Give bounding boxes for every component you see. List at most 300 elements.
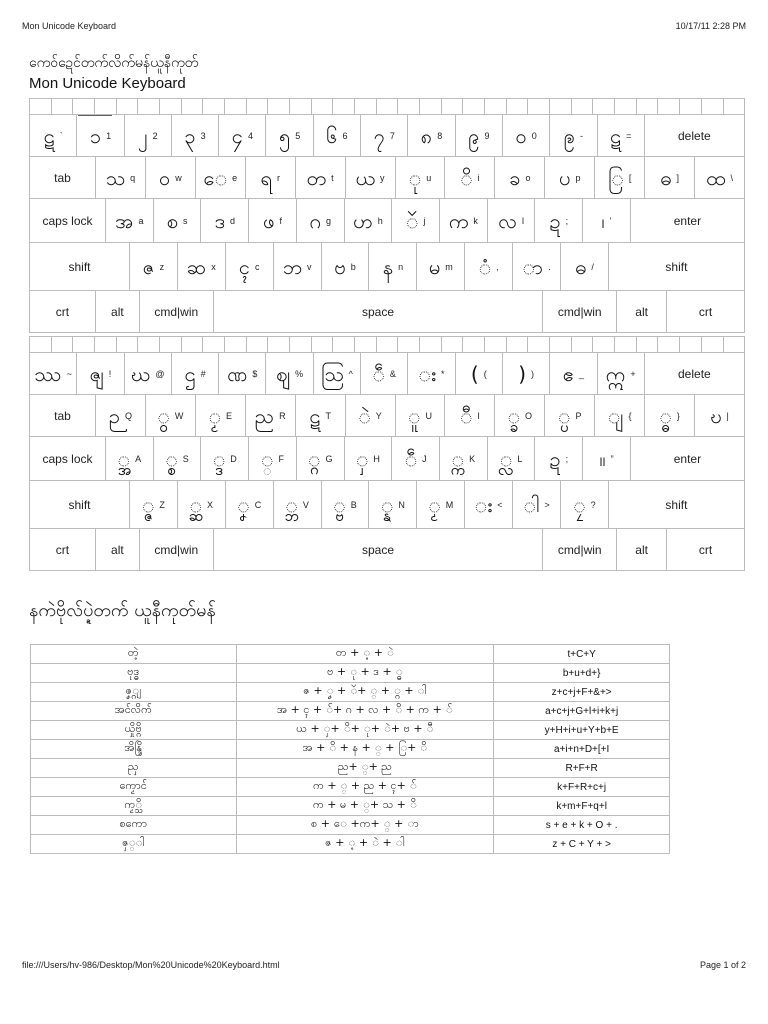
shift-key-key[interactable] bbox=[695, 395, 745, 437]
normal-key-tab[interactable] bbox=[30, 157, 96, 199]
key-glyph: ( bbox=[470, 361, 479, 386]
shift-key-l[interactable] bbox=[488, 437, 536, 481]
page-title: Mon Unicode Keyboard bbox=[29, 75, 186, 92]
shift-key-i[interactable] bbox=[445, 395, 495, 437]
ruler-cell bbox=[95, 337, 117, 353]
keystroke-cell: y+H+i+u+Y+b+E bbox=[494, 721, 670, 740]
shift-key-key[interactable] bbox=[645, 395, 695, 437]
key-latin-label: U bbox=[425, 410, 432, 421]
key-latin-label: R bbox=[279, 410, 286, 421]
keystroke-cell: z+c+j+F+&+> bbox=[494, 683, 670, 702]
mon-title: ကေဝ်ဍေင်တက်လိက်မန်ယူနီကုတ် bbox=[29, 55, 199, 71]
shift-key-key[interactable] bbox=[465, 481, 513, 529]
shift-key-key[interactable] bbox=[314, 353, 361, 395]
keyboard-row bbox=[30, 291, 745, 333]
key-label: crt bbox=[698, 304, 713, 319]
shift-key-c[interactable] bbox=[226, 481, 274, 529]
normal-key-s[interactable] bbox=[154, 199, 202, 243]
table-row bbox=[31, 645, 670, 664]
normal-key-space[interactable] bbox=[214, 291, 544, 333]
normal-key-x[interactable] bbox=[178, 243, 226, 291]
key-latin-label: 8 bbox=[437, 130, 443, 141]
key-glyph: ္ဓ bbox=[659, 403, 672, 428]
key-latin-label: z bbox=[159, 261, 165, 272]
key-glyph: ၂ bbox=[137, 123, 148, 148]
shift-key-p[interactable] bbox=[545, 395, 595, 437]
ruler-cell bbox=[420, 337, 442, 353]
shift-key-key[interactable] bbox=[503, 353, 550, 395]
key-latin-label: , bbox=[496, 261, 499, 272]
normal-key-shift[interactable] bbox=[609, 243, 745, 291]
normal-key-1[interactable] bbox=[77, 115, 124, 157]
normal-key-2[interactable] bbox=[125, 115, 172, 157]
highlight-mark bbox=[78, 115, 112, 116]
shift-key-key[interactable] bbox=[266, 353, 313, 395]
shift-key-key[interactable] bbox=[125, 353, 172, 395]
normal-key-3[interactable] bbox=[172, 115, 219, 157]
keyboard-row bbox=[30, 157, 745, 199]
normal-key-a[interactable] bbox=[106, 199, 154, 243]
key-latin-label: E bbox=[226, 410, 233, 421]
key-latin-label: M bbox=[445, 499, 454, 510]
normal-key-j[interactable] bbox=[392, 199, 440, 243]
shift-key-j[interactable] bbox=[392, 437, 440, 481]
ruler-cell bbox=[377, 99, 399, 115]
key-label: delete bbox=[678, 128, 711, 143]
shift-key-b[interactable] bbox=[322, 481, 370, 529]
ruler-cell bbox=[615, 337, 637, 353]
key-glyph: ၀ bbox=[515, 123, 527, 148]
normal-key-key[interactable] bbox=[645, 157, 695, 199]
normal-key-n[interactable] bbox=[369, 243, 417, 291]
ruler-cell bbox=[572, 99, 594, 115]
normal-key-5[interactable] bbox=[266, 115, 313, 157]
table-row bbox=[31, 664, 670, 683]
table-row bbox=[31, 816, 670, 835]
normal-key-w[interactable] bbox=[146, 157, 196, 199]
key-latin-label: L bbox=[517, 453, 523, 464]
key-latin-label: k bbox=[473, 215, 478, 226]
key-latin-label: Q bbox=[125, 410, 133, 421]
key-latin-label: _ bbox=[579, 368, 585, 379]
key-glyph: ူ bbox=[408, 403, 421, 428]
keystroke-cell: s + e + k + O + . bbox=[494, 816, 670, 835]
key-glyph: ဝ bbox=[159, 165, 171, 190]
key-latin-label: V bbox=[302, 499, 309, 510]
shift-key-e[interactable] bbox=[196, 395, 246, 437]
key-latin-label: 9 bbox=[484, 130, 490, 141]
ruler-cell bbox=[702, 337, 724, 353]
word-cell: ဇၞ္ဂျ bbox=[31, 683, 237, 702]
normal-key-caps-lock[interactable] bbox=[30, 199, 106, 243]
ruler-cell bbox=[507, 99, 529, 115]
shift-key-key[interactable] bbox=[219, 353, 266, 395]
key-latin-label: g bbox=[325, 215, 331, 226]
key-latin-label: t bbox=[331, 172, 334, 183]
key-latin-label: D bbox=[230, 453, 237, 464]
key-latin-label: I bbox=[477, 410, 480, 421]
key-glyph: ံ bbox=[478, 254, 492, 279]
key-glyph: ဘ bbox=[282, 254, 302, 279]
normal-key-g[interactable] bbox=[297, 199, 345, 243]
shift-key-key[interactable] bbox=[535, 437, 583, 481]
normal-key-4[interactable] bbox=[219, 115, 266, 157]
normal-key-t[interactable] bbox=[296, 157, 346, 199]
shift-key-caps-lock[interactable] bbox=[30, 437, 106, 481]
key-glyph: ) bbox=[518, 361, 527, 386]
key-latin-label: ; bbox=[565, 453, 569, 464]
key-glyph: ပ bbox=[559, 165, 571, 190]
key-label: caps lock bbox=[42, 213, 93, 228]
ruler-cell bbox=[312, 337, 334, 353]
key-glyph: ္န bbox=[380, 492, 394, 517]
normal-key-f[interactable] bbox=[249, 199, 297, 243]
print-header-date: 10/17/11 2:28 PM bbox=[675, 21, 746, 31]
shift-key-t[interactable] bbox=[296, 395, 346, 437]
shift-key-delete[interactable] bbox=[645, 353, 745, 395]
shift-key-a[interactable] bbox=[106, 437, 154, 481]
key-latin-label: + bbox=[630, 368, 636, 379]
print-footer-url: file:///Users/hv-986/Desktop/Mon%20Unicode%20Keyboard.html bbox=[22, 960, 280, 970]
key-glyph: စ bbox=[166, 208, 178, 233]
key-glyph: ဍ bbox=[549, 446, 561, 471]
normal-key-c[interactable] bbox=[226, 243, 274, 291]
shift-key-g[interactable] bbox=[297, 437, 345, 481]
key-label: alt bbox=[111, 542, 124, 557]
keyboard-ruler-strip bbox=[30, 99, 745, 115]
key-latin-label: % bbox=[295, 368, 304, 379]
shift-key-h[interactable] bbox=[345, 437, 393, 481]
word-cell: ဇှ္ါ bbox=[31, 835, 237, 854]
key-glyph: ဒ bbox=[214, 208, 225, 233]
shift-key-tab[interactable] bbox=[30, 395, 96, 437]
normal-key-key[interactable] bbox=[513, 243, 561, 291]
key-glyph: ဖ bbox=[263, 208, 275, 233]
key-latin-label: s bbox=[182, 215, 188, 226]
shift-key-key[interactable] bbox=[513, 481, 561, 529]
key-glyph: ဣ bbox=[605, 361, 626, 386]
shift-key-alt[interactable] bbox=[96, 529, 140, 571]
ruler-cell bbox=[637, 99, 659, 115]
shift-key-r[interactable] bbox=[246, 395, 296, 437]
ruler-cell bbox=[268, 99, 290, 115]
normal-key-l[interactable] bbox=[488, 199, 536, 243]
word-cell: စကော bbox=[31, 816, 237, 835]
key-latin-label: 0 bbox=[531, 130, 537, 141]
normal-key-enter[interactable] bbox=[631, 199, 745, 243]
ruler-cell bbox=[442, 99, 464, 115]
composition-cell: ဇ + ၞ + ၴ+ ္ + ္ဂ + ါ bbox=[236, 683, 494, 702]
normal-key-0[interactable] bbox=[503, 115, 550, 157]
key-glyph: ေ bbox=[203, 165, 228, 190]
normal-key-shift[interactable] bbox=[30, 243, 130, 291]
key-latin-label: < bbox=[497, 499, 503, 510]
key-glyph: မ bbox=[428, 254, 441, 279]
normal-key-p[interactable] bbox=[545, 157, 595, 199]
normal-key-delete[interactable] bbox=[645, 115, 745, 157]
shift-key-key[interactable] bbox=[598, 353, 645, 395]
shift-key-cmd-win[interactable] bbox=[140, 529, 214, 571]
ruler-cell bbox=[463, 99, 485, 115]
key-label: alt bbox=[111, 304, 124, 319]
normal-key-key[interactable] bbox=[561, 243, 609, 291]
key-glyph: ဗ bbox=[334, 254, 346, 279]
key-label: cmd|win bbox=[154, 304, 199, 319]
shift-key-o[interactable] bbox=[495, 395, 545, 437]
shift-key-f[interactable] bbox=[249, 437, 297, 481]
normal-key-alt[interactable] bbox=[96, 291, 140, 333]
ruler-cell bbox=[658, 337, 680, 353]
key-latin-label: Y bbox=[375, 410, 382, 421]
shift-key-enter[interactable] bbox=[631, 437, 745, 481]
ruler-cell bbox=[485, 337, 507, 353]
normal-key-key[interactable] bbox=[583, 199, 631, 243]
normal-key-key[interactable] bbox=[598, 115, 645, 157]
keystroke-cell: t+C+Y bbox=[494, 645, 670, 664]
normal-key-d[interactable] bbox=[201, 199, 249, 243]
key-glyph: ဓ bbox=[660, 165, 672, 190]
key-latin-label: c bbox=[255, 261, 260, 272]
print-header-title: Mon Unicode Keyboard bbox=[22, 21, 117, 31]
shift-key-m[interactable] bbox=[417, 481, 465, 529]
key-glyph: ္လ bbox=[499, 446, 513, 471]
key-glyph: ၠ bbox=[573, 492, 586, 517]
table-row bbox=[31, 759, 670, 778]
shift-key-shift[interactable] bbox=[30, 481, 130, 529]
shift-key-q[interactable] bbox=[96, 395, 146, 437]
normal-key-crt[interactable] bbox=[30, 291, 96, 333]
composition-cell: ယ + ှ+ ိ+ ု+ ဲ+ ဗ + ီ bbox=[236, 721, 494, 740]
key-latin-label: B bbox=[350, 499, 357, 510]
key-glyph: ္ bbox=[261, 446, 274, 471]
shift-key-key[interactable] bbox=[583, 437, 631, 481]
normal-key-v[interactable] bbox=[274, 243, 322, 291]
ruler-cell bbox=[52, 337, 74, 353]
key-latin-label: ; bbox=[565, 215, 569, 226]
shift-key-x[interactable] bbox=[178, 481, 226, 529]
normal-key-q[interactable] bbox=[96, 157, 146, 199]
word-cell: အိန္ဒြိ bbox=[31, 740, 237, 759]
shift-key-v[interactable] bbox=[274, 481, 322, 529]
composition-cell: က + မ + ္+ သ + ိ bbox=[236, 797, 494, 816]
key-glyph: ဋ bbox=[610, 123, 622, 148]
shift-key-space[interactable] bbox=[214, 529, 544, 571]
shift-key-key[interactable] bbox=[172, 353, 219, 395]
normal-key-y[interactable] bbox=[346, 157, 396, 199]
key-glyph: ၴ bbox=[405, 208, 419, 233]
key-label: enter bbox=[673, 213, 702, 228]
normal-key-h[interactable] bbox=[345, 199, 393, 243]
key-latin-label: ) bbox=[531, 368, 535, 379]
normal-key-6[interactable] bbox=[314, 115, 361, 157]
normal-key-e[interactable] bbox=[196, 157, 246, 199]
keyboard-row bbox=[30, 437, 745, 481]
shift-key-shift[interactable] bbox=[609, 481, 745, 529]
key-glyph: ဆ bbox=[186, 254, 207, 279]
ruler-cell bbox=[680, 99, 702, 115]
key-label: enter bbox=[673, 451, 702, 466]
normal-key-key[interactable] bbox=[465, 243, 513, 291]
key-glyph: ု bbox=[408, 165, 422, 190]
key-glyph: ဏ bbox=[227, 361, 248, 386]
ruler-cell bbox=[528, 99, 550, 115]
shift-key-crt[interactable] bbox=[30, 529, 96, 571]
shift-key-key[interactable] bbox=[77, 353, 124, 395]
ruler-cell bbox=[268, 337, 290, 353]
key-glyph: ယ bbox=[355, 165, 376, 190]
key-latin-label: f bbox=[279, 215, 282, 226]
word-cell: ဗုဒ္ဓ bbox=[31, 664, 237, 683]
ruler-cell bbox=[398, 337, 420, 353]
shift-key-n[interactable] bbox=[369, 481, 417, 529]
key-label: delete bbox=[678, 366, 711, 381]
normal-key-z[interactable] bbox=[130, 243, 178, 291]
key-glyph: ၁ bbox=[89, 123, 102, 148]
key-latin-label: > bbox=[544, 499, 550, 510]
keyboard-row bbox=[30, 115, 745, 157]
shift-key-key[interactable] bbox=[595, 395, 645, 437]
normal-key-b[interactable] bbox=[322, 243, 370, 291]
normal-key-9[interactable] bbox=[456, 115, 503, 157]
shift-key-key[interactable] bbox=[30, 353, 77, 395]
ruler-cell bbox=[182, 99, 204, 115]
key-glyph: ါ bbox=[523, 492, 540, 517]
keystroke-cell: R+F+R bbox=[494, 759, 670, 778]
key-latin-label: O bbox=[525, 410, 533, 421]
key-label: shift bbox=[665, 259, 688, 274]
key-glyph: အ bbox=[115, 208, 134, 233]
key-latin-label: h bbox=[377, 215, 383, 226]
composition-cell: စ + ေ +က+ ္ + ာ bbox=[236, 816, 494, 835]
key-latin-label: X bbox=[207, 499, 214, 510]
normal-key-k[interactable] bbox=[440, 199, 488, 243]
composition-cell: တ + ့ + ဲ bbox=[236, 645, 494, 664]
key-latin-label: Z bbox=[159, 499, 165, 510]
normal-key-key[interactable] bbox=[30, 115, 77, 157]
key-latin-label: ] bbox=[676, 172, 679, 183]
key-latin-label: S bbox=[182, 453, 189, 464]
key-label: crt bbox=[55, 304, 70, 319]
key-glyph: ှ bbox=[355, 446, 369, 471]
key-glyph: း bbox=[418, 361, 437, 386]
normal-key-key[interactable] bbox=[550, 115, 597, 157]
keystroke-cell: a+c+j+G+l+i+k+j bbox=[494, 702, 670, 721]
table-row bbox=[31, 683, 670, 702]
key-glyph: ္စ bbox=[165, 446, 178, 471]
normal-key-key[interactable] bbox=[595, 157, 645, 199]
ruler-cell bbox=[333, 337, 355, 353]
ruler-cell bbox=[615, 99, 637, 115]
ruler-cell bbox=[680, 337, 702, 353]
key-glyph: ္ဇ bbox=[141, 492, 155, 517]
shift-key-key[interactable] bbox=[361, 353, 408, 395]
conversion-table bbox=[30, 644, 670, 854]
ruler-cell bbox=[355, 99, 377, 115]
key-latin-label: ~ bbox=[66, 368, 73, 379]
key-glyph: သ bbox=[105, 165, 126, 190]
ruler-cell bbox=[30, 337, 52, 353]
normal-key-cmd-win[interactable] bbox=[140, 291, 214, 333]
key-latin-label: q bbox=[130, 172, 136, 183]
normal-key-8[interactable] bbox=[408, 115, 455, 157]
ruler-cell bbox=[182, 337, 204, 353]
shift-key-z[interactable] bbox=[130, 481, 178, 529]
key-latin-label: ` bbox=[59, 130, 63, 141]
word-cell: ကၟ္သိ bbox=[31, 797, 237, 816]
key-glyph: ခ bbox=[509, 165, 521, 190]
composition-cell: က + ္ + ည + ၚ+ ် bbox=[236, 778, 494, 797]
key-latin-label: w bbox=[175, 172, 182, 183]
shift-key-key[interactable] bbox=[408, 353, 455, 395]
key-latin-label: W bbox=[174, 410, 184, 421]
shift-key-k[interactable] bbox=[440, 437, 488, 481]
shift-key-u[interactable] bbox=[396, 395, 446, 437]
shift-key-cmd-win[interactable] bbox=[543, 529, 617, 571]
key-latin-label: @ bbox=[155, 368, 165, 379]
key-label: cmd|win bbox=[557, 304, 602, 319]
shift-key-alt[interactable] bbox=[617, 529, 667, 571]
key-latin-label: ( bbox=[483, 368, 487, 379]
key-latin-label: # bbox=[200, 368, 206, 379]
key-latin-label: m bbox=[445, 261, 453, 272]
key-glyph: ဵ bbox=[404, 446, 418, 471]
keystroke-cell: z + C + Y + > bbox=[494, 835, 670, 854]
normal-key-cmd-win[interactable] bbox=[543, 291, 617, 333]
table-row bbox=[31, 835, 670, 854]
key-latin-label: $ bbox=[252, 368, 258, 379]
ruler-cell bbox=[593, 337, 615, 353]
key-glyph: ္ပ bbox=[558, 403, 571, 428]
ruler-cell bbox=[637, 337, 659, 353]
normal-key-r[interactable] bbox=[246, 157, 296, 199]
key-label: tab bbox=[54, 408, 71, 423]
shift-key-w[interactable] bbox=[146, 395, 196, 437]
ruler-cell bbox=[398, 99, 420, 115]
shift-key-s[interactable] bbox=[154, 437, 202, 481]
shift-key-d[interactable] bbox=[201, 437, 249, 481]
key-glyph: ဌ bbox=[184, 361, 196, 386]
key-glyph: ဂ bbox=[309, 208, 321, 233]
shift-key-key[interactable] bbox=[561, 481, 609, 529]
key-latin-label: - bbox=[580, 130, 584, 141]
normal-key-key[interactable] bbox=[535, 199, 583, 243]
ruler-cell bbox=[95, 99, 117, 115]
normal-key-i[interactable] bbox=[445, 157, 495, 199]
normal-key-m[interactable] bbox=[417, 243, 465, 291]
key-latin-label: 7 bbox=[389, 130, 395, 141]
normal-key-key[interactable] bbox=[695, 157, 745, 199]
keystroke-cell: k+F+R+c+j bbox=[494, 778, 670, 797]
key-latin-label: ” bbox=[610, 453, 614, 464]
ruler-cell bbox=[290, 99, 312, 115]
shift-key-y[interactable] bbox=[346, 395, 396, 437]
shift-key-key[interactable] bbox=[550, 353, 597, 395]
ruler-cell bbox=[225, 337, 247, 353]
key-glyph: ာ bbox=[522, 254, 544, 279]
key-glyph: ဎ bbox=[710, 403, 722, 428]
shift-key-key[interactable] bbox=[456, 353, 503, 395]
normal-key-alt[interactable] bbox=[617, 291, 667, 333]
key-glyph: ထ bbox=[706, 165, 726, 190]
key-glyph: ဍ bbox=[549, 208, 561, 233]
key-glyph: ီ bbox=[459, 403, 473, 428]
normal-key-crt[interactable] bbox=[667, 291, 745, 333]
normal-key-7[interactable] bbox=[361, 115, 408, 157]
normal-key-o[interactable] bbox=[495, 157, 545, 199]
normal-key-u[interactable] bbox=[396, 157, 446, 199]
ruler-cell bbox=[138, 337, 160, 353]
shift-key-crt[interactable] bbox=[667, 529, 745, 571]
